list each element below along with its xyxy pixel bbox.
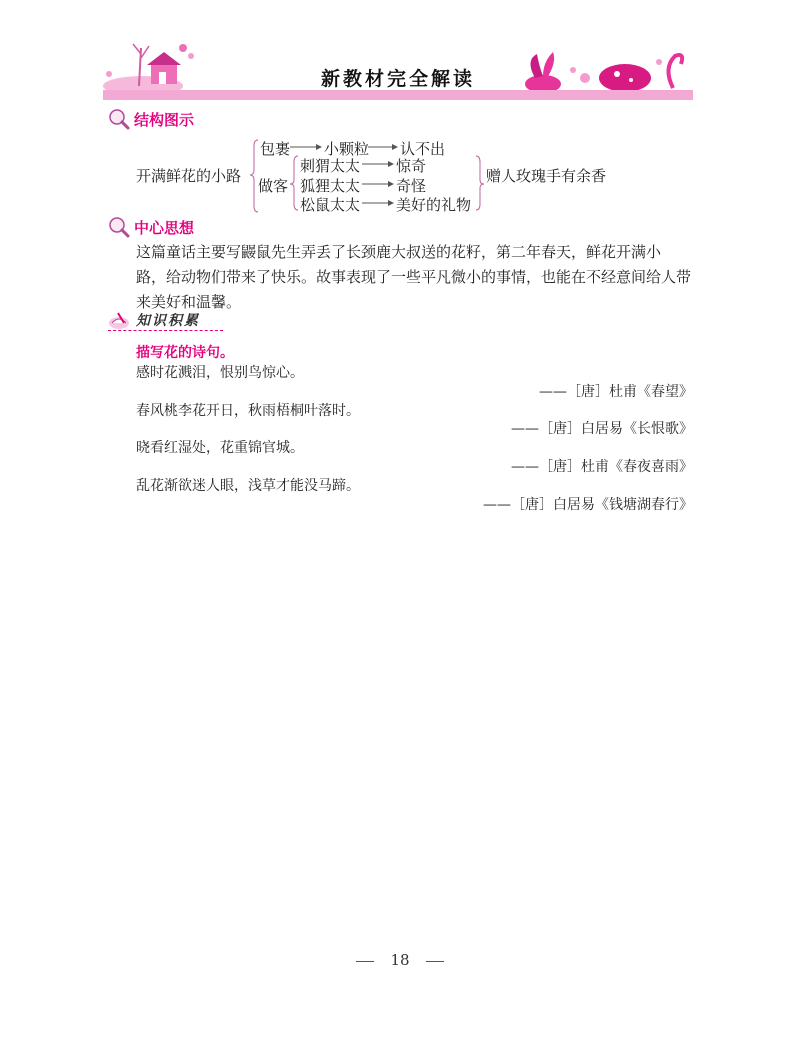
page-number: 18 (390, 951, 410, 969)
structure-conclusion: 赠人玫瑰手有余香 (486, 167, 607, 185)
structure-diagram (108, 138, 708, 214)
paragraph-line: 这篇童话主要写鼹鼠先生弄丢了长颈鹿大叔送的花籽，第二年春天，鲜花开满小 (136, 243, 662, 261)
poem-line: 晓看红湿处，花重锦官城。 (136, 440, 304, 456)
page-header-title: 新教材完全解读 (320, 68, 475, 90)
page-footer (0, 951, 800, 969)
poem-source: ——［唐］杜甫《春望》 (539, 384, 693, 400)
visit-row-result: 美好的礼物 (396, 196, 472, 214)
footer-dash-right (426, 961, 444, 962)
visit-row-who: 松鼠太太 (300, 196, 361, 214)
knowledge-heading (108, 309, 200, 331)
structure-root: 开满鲜花的小路 (136, 167, 242, 185)
page-header (103, 34, 693, 100)
header-band (103, 90, 693, 100)
structure-section-heading (108, 107, 194, 131)
knowledge-subtitle: 描写花的诗句。 (136, 345, 234, 361)
magnifier-icon (108, 216, 130, 238)
poem-source: ——［唐］白居易《长恨歌》 (511, 421, 693, 437)
branch-wrap-step2: 认不出 (400, 140, 446, 158)
branch-wrap-step1: 小颗粒 (324, 140, 370, 158)
flower-decoration-icon (513, 48, 693, 96)
knowledge-heading-label: 知识积累 (136, 313, 200, 329)
poem-source: ——［唐］白居易《钱塘湖春行》 (483, 497, 693, 513)
book-pen-icon (108, 309, 130, 331)
branch-wrap-label: 包裹 (260, 140, 291, 158)
visit-row-who: 刺猬太太 (300, 157, 361, 175)
poem-line: 春风桃李花开日，秋雨梧桐叶落时。 (136, 403, 360, 419)
paragraph-line: 来美好和温馨。 (136, 293, 242, 311)
footer-dash-left (356, 961, 374, 962)
central-idea-heading-label: 中心思想 (134, 218, 195, 237)
visit-row-who: 狐狸太太 (300, 177, 361, 195)
paragraph-line: 路，给动物们带来了快乐。故事表现了一些平凡微小的事情，也能在不经意间给人带 (136, 268, 692, 286)
poem-source: ——［唐］杜甫《春夜喜雨》 (511, 459, 693, 475)
knowledge-underline (108, 330, 223, 331)
central-idea-heading (108, 215, 194, 239)
poem-line: 乱花渐欲迷人眼，浅草才能没马蹄。 (136, 478, 360, 494)
magnifier-icon (108, 108, 130, 130)
structure-heading-label: 结构图示 (134, 110, 195, 129)
poem-line: 感时花溅泪，恨别鸟惊心。 (136, 365, 304, 381)
visit-row-result: 惊奇 (396, 157, 427, 175)
branch-visit-label: 做客 (258, 177, 289, 195)
visit-row-result: 奇怪 (396, 177, 427, 195)
